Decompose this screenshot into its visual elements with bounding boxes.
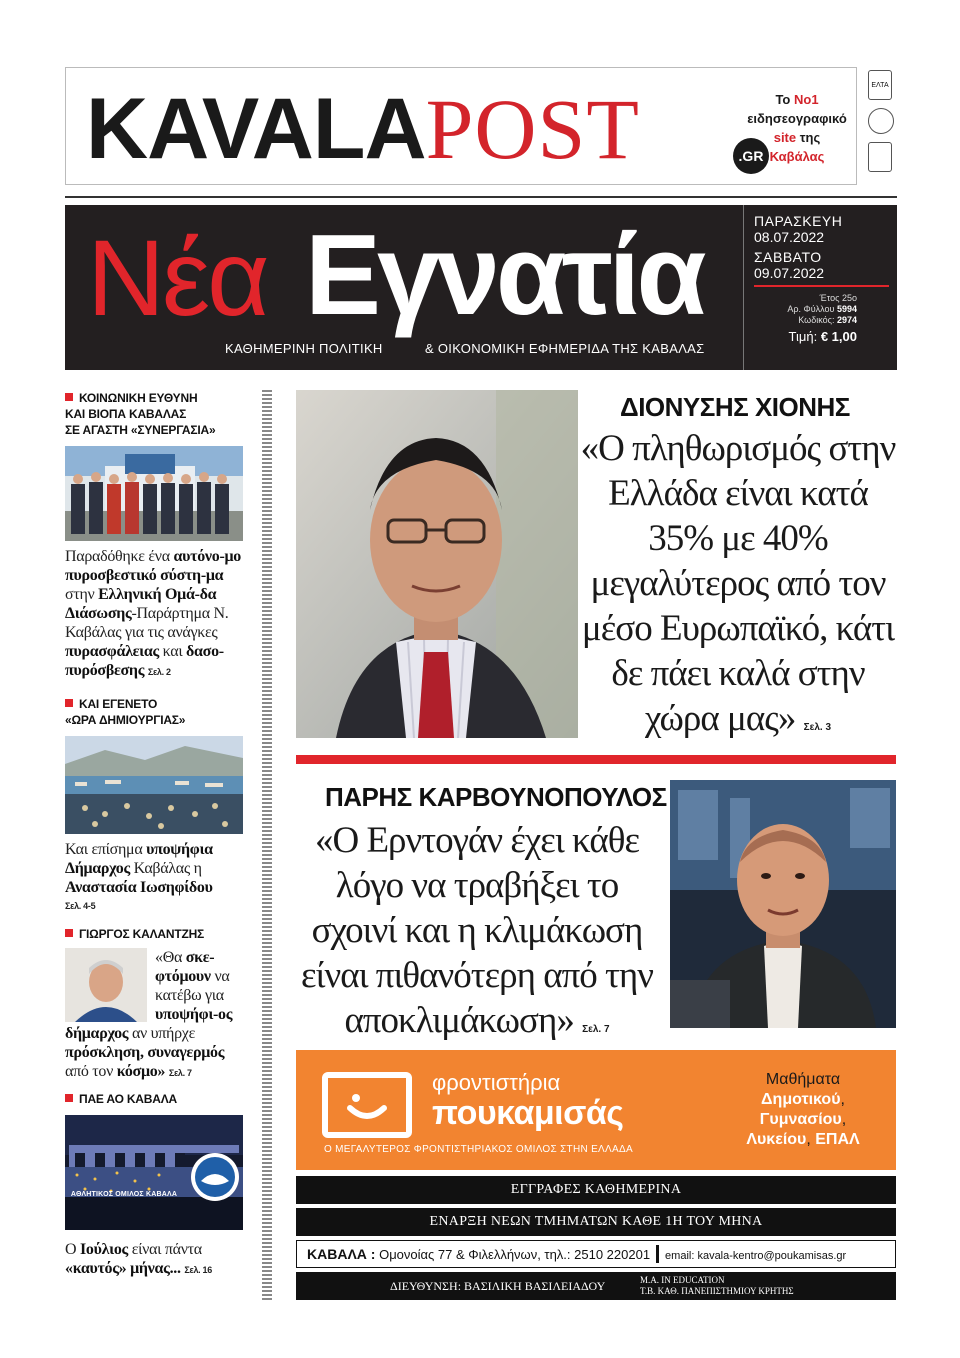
story-pae-text xyxy=(65,1240,243,1280)
day-2: ΣΑΒΒΑΤΟ xyxy=(754,249,822,265)
tag-kavalas: Καβάλας xyxy=(769,149,825,164)
ad-frontistiria: φροντιστήρια xyxy=(432,1070,561,1095)
ad-lessons: Μαθήματα Δημοτικού, Γυμνασίου, Λυκείου, ΕΠΑΛ xyxy=(718,1070,888,1150)
price-value: € 1,00 xyxy=(820,329,857,344)
kavalapost-logo xyxy=(86,81,640,177)
text-bold: πρόσκληση, συναγερμός xyxy=(65,1044,225,1061)
text: Καβάλας η xyxy=(133,860,202,877)
photo-group-volunteers xyxy=(65,446,243,541)
photo-aqueduct-image xyxy=(65,1115,243,1230)
story1-quote xyxy=(578,426,898,750)
logo-post: POST xyxy=(425,81,640,177)
code-label: Κωδικός: xyxy=(798,315,835,325)
ad-credentials xyxy=(640,1275,794,1297)
text-bold: σκε-φτόμουν xyxy=(155,949,215,985)
logo-kavala: KAVALA xyxy=(86,81,426,177)
date-1: 08.07.2022 xyxy=(754,229,825,245)
text: και xyxy=(162,643,183,660)
issue-label: Αρ. Φύλλου xyxy=(787,304,835,314)
text: αν υπήρχε xyxy=(131,1025,196,1042)
masthead-subtitle-a: ΚΑΘΗΜΕΡΙΝΗ ΠΟΛΙΤΙΚΗ xyxy=(225,341,383,356)
story2-quote xyxy=(292,818,662,1052)
tag-text: της xyxy=(799,130,821,145)
story2-name: ΠΑΡΗΣ ΚΑΡΒΟΥΝΟΠΟΥΛΟΣ xyxy=(325,782,667,812)
text: να κατέβω για xyxy=(155,968,230,1004)
year: Έτος 25ο xyxy=(819,293,857,303)
text: «Θα xyxy=(155,949,183,966)
ad-director-name: ΔΙΕΥΘΥΝΣΗ: ΒΑΣΙΛΙΚΗ ΒΑΣΙΛΕΙΑΔΟΥ xyxy=(390,1279,606,1293)
story1-name: ΔΙΟΝΥΣΗΣ ΧΙΟΝΗΣ xyxy=(620,392,850,422)
photo-group-image xyxy=(65,446,243,541)
left-column xyxy=(65,390,243,1280)
tag-no1: Νο1 xyxy=(793,92,819,107)
photo-harbor-event xyxy=(65,736,243,834)
page-ref: Σελ. 7 xyxy=(582,1024,610,1035)
text-bold: πυρασφάλειας xyxy=(65,643,159,660)
head-line: ΚΟΙΝΩΝΙΚΗ ΕΥΘΥΝΗ xyxy=(79,391,198,405)
pipe-divider xyxy=(656,1245,659,1263)
bullet-square-icon xyxy=(65,699,73,707)
tag-text: ειδησεογραφικό xyxy=(747,111,847,126)
issue-value: 5994 xyxy=(836,304,857,314)
story-social-text xyxy=(65,547,243,682)
date-2: 09.07.2022 xyxy=(754,265,825,281)
text: Παραδόθηκε ένα xyxy=(65,548,170,565)
red-divider xyxy=(296,755,896,764)
ad-address xyxy=(296,1240,896,1268)
issue-info xyxy=(743,205,897,370)
head-line: ΓΙΩΡΓΟΣ ΚΑΛΑΝΤΖΗΣ xyxy=(79,927,205,941)
ad-lessons-label: Μαθήματα xyxy=(765,1071,841,1088)
photo-harbor-image xyxy=(65,736,243,834)
ad-level: Δημοτικού xyxy=(761,1091,841,1108)
ad-address-text: Ομονοίας 77 & Φιλελλήνων, τηλ.: 2510 220201 xyxy=(379,1247,651,1262)
club-banner-text: ΑΘΛΗΤΙΚΟΣ ΟΜΙΛΟΣ ΚΑΒΑΛΑ xyxy=(70,1191,178,1198)
elta-logo-icon: ΕΛΤΑ xyxy=(868,70,892,100)
masthead-egnatia: Εγνατία xyxy=(305,212,703,339)
section-head-creation xyxy=(65,696,243,728)
price xyxy=(744,329,897,345)
ad-level: Γυμνασίου xyxy=(759,1111,842,1128)
tag-text: Το xyxy=(775,92,791,107)
head-line: ΣΕ ΑΓΑΣΤΗ «ΣΥΝΕΡΓΑΣΙΑ» xyxy=(65,423,216,437)
divider xyxy=(65,196,897,198)
ad-level: ΕΠΑΛ xyxy=(815,1131,860,1148)
smile-glyph xyxy=(328,1078,406,1132)
price-label: Τιμή: xyxy=(788,329,818,344)
smile-tv-icon xyxy=(322,1072,412,1138)
story-kalantzis xyxy=(65,948,243,1083)
bullet-square-icon xyxy=(65,393,73,401)
masthead-nea: Νέα xyxy=(87,217,267,338)
ad-cred: Τ.Β. ΚΑΘ. ΠΑΝΕΠΙΣΤΗΜΙΟΥ ΚΡΗΤΗΣ xyxy=(640,1286,794,1296)
text: είναι πάντα xyxy=(131,1241,202,1258)
text-bold: Ελληνική Ομά-δα Διάσωσης xyxy=(65,586,217,622)
page-ref: Σελ. 7 xyxy=(168,1068,192,1078)
text-bold: δασο-πυρόσβεσης xyxy=(65,643,224,679)
tag-site: site xyxy=(773,130,797,145)
story2-quote-text: «Ο Ερντογάν έχει κάθε λόγο να τραβήξει το σχοινί και η κλιμάκωση είναι πιθανότερη από την αποκλιμάκωση» xyxy=(300,820,654,1041)
code-value: 2974 xyxy=(836,315,857,325)
ad-cred: M.A. IN EDUCATION xyxy=(640,1275,725,1285)
photo-chionis xyxy=(296,390,578,738)
text: στην xyxy=(65,586,95,603)
logo-gr-badge: .GR xyxy=(733,138,769,174)
text: -Παράρτημα Ν. Καβάλας για τις ανάγκες xyxy=(65,605,229,641)
section-head-pae xyxy=(65,1091,243,1107)
day-1: ΠΑΡΑΣΚΕΥΗ xyxy=(754,213,843,229)
barcode-icon xyxy=(868,142,892,172)
head-line: ΚΑΙ ΕΓΕΝΕΤΟ xyxy=(79,697,158,711)
page-ref: Σελ. 2 xyxy=(147,667,171,677)
column-separator xyxy=(262,390,272,1300)
photo-karvounopoulos xyxy=(670,780,896,1028)
ad-poukamisas[interactable] xyxy=(296,1050,896,1170)
story-creation-text xyxy=(65,840,243,916)
ad-bar-new-classes: ΕΝΑΡΞΗ ΝΕΩΝ ΤΜΗΜΑΤΩΝ ΚΑΘΕ 1Η ΤΟΥ ΜΗΝΑ xyxy=(296,1208,896,1236)
photo-aqueduct-night xyxy=(65,1115,243,1230)
red-divider xyxy=(754,285,889,287)
text-bold: υποψήφι-ος δήμαρχος xyxy=(65,1006,233,1042)
story1-quote-text: «Ο πληθωρισμός στην Ελλάδα είναι κατά 35% με 40% μεγαλύτερος από τον μέσο Ευρωπαϊκό, κάτι δε πάει καλά στην χώρα μας» xyxy=(580,428,896,739)
head-line: ΠΑΕ ΑΟ ΚΑΒΑΛΑ xyxy=(79,1092,177,1106)
text-bold: κόσμο» xyxy=(116,1063,166,1080)
text: Και επίσημα xyxy=(65,841,143,858)
kavalapost-banner xyxy=(65,67,857,185)
text-bold: Ιούλιος xyxy=(79,1241,128,1258)
ad-bar-registrations: ΕΓΓΡΑΦΕΣ ΚΑΘΗΜΕΡΙΝΑ xyxy=(296,1176,896,1204)
masthead-subtitle-b: & ΟΙΚΟΝΟΜΙΚΗ ΕΦΗΜΕΡΙΔΑ ΤΗΣ ΚΑΒΑΛΑΣ xyxy=(425,341,705,356)
text-bold: Αναστασία Ιωσηφίδου xyxy=(65,879,213,896)
ad-email[interactable]: email: kavala-kentro@poukamisas.gr xyxy=(665,1250,847,1262)
ad-brand: πουκαμισάς xyxy=(432,1094,624,1132)
page-ref: Σελ. 16 xyxy=(184,1265,212,1275)
head-line: ΚΑΙ ΒΙΟΠΑ ΚΑΒΑΛΑΣ xyxy=(65,407,187,421)
head-line: «ΩΡΑ ΔΗΜΙΟΥΡΓΙΑΣ» xyxy=(65,713,186,727)
masthead xyxy=(65,205,897,370)
section-head-social xyxy=(65,390,243,438)
page-ref: Σελ. 4-5 xyxy=(65,901,96,911)
text: από τον xyxy=(65,1063,114,1080)
bullet-square-icon xyxy=(65,929,73,937)
portrait-kalantzis xyxy=(65,948,147,1022)
bullet-square-icon xyxy=(65,1094,73,1102)
code xyxy=(744,315,897,326)
kavalapost-tagline xyxy=(741,90,853,166)
seal-icon xyxy=(868,108,894,134)
section-head-kalantzis xyxy=(65,926,243,942)
portrait-chionis xyxy=(296,390,578,738)
portrait-karvounopoulos xyxy=(670,780,896,1028)
ad-city: ΚΑΒΑΛΑ : xyxy=(307,1246,376,1262)
page-ref: Σελ. 3 xyxy=(803,722,832,733)
text-bold: υποψήφια Δήμαρχος xyxy=(65,841,213,877)
ad-tagline: Ο ΜΕΓΑΛΥΤΕΡΟΣ ΦΡΟΝΤΙΣΤΗΡΙΑΚΟΣ ΟΜΙΛΟΣ ΣΤΗΝ ΕΛΛΑΔΑ xyxy=(324,1144,633,1155)
text-bold: αυτόνο-μο πυροσβεστικό σύστη-μα xyxy=(65,548,241,584)
text-bold: «καυτός» μήνας... xyxy=(65,1260,181,1277)
issue-number xyxy=(744,304,897,315)
postal-marks xyxy=(864,70,898,182)
text: Ο xyxy=(65,1241,77,1258)
ad-level: Λυκείου xyxy=(746,1131,807,1148)
ad-director xyxy=(296,1272,896,1300)
